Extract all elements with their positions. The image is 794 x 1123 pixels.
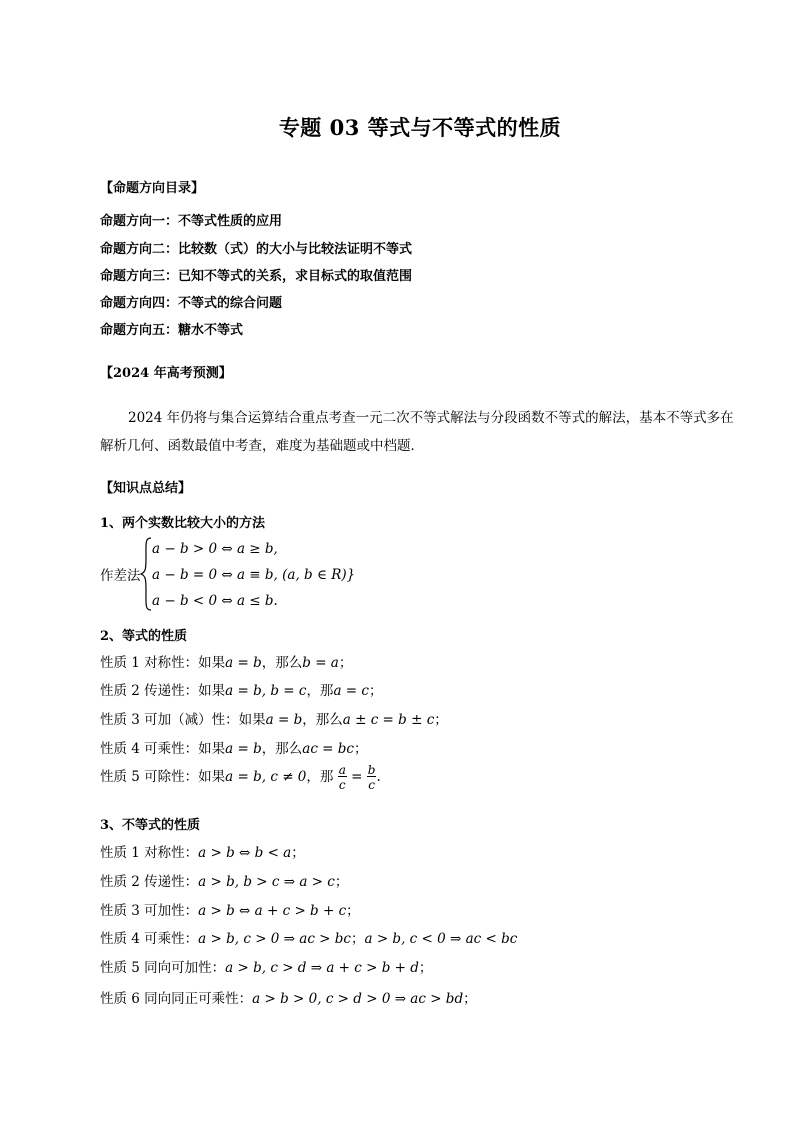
prop-mid: ，那么 xyxy=(302,712,343,728)
prop-end: ； xyxy=(434,712,448,728)
toc-item-5: 命题方向五：糖水不等式 xyxy=(100,323,244,338)
prop-name: 性质 1 对称性：如果 xyxy=(100,655,226,671)
prop-expr: a = b xyxy=(225,655,262,671)
prop-expr2: b = a xyxy=(302,655,339,671)
prop-name: 性质 5 可除性：如果 xyxy=(100,769,226,785)
inequality-prop-2 xyxy=(100,870,348,890)
prop-name: 性质 4 可乘性： xyxy=(100,931,199,947)
fraction-a-over-c xyxy=(338,764,347,791)
inequality-prop-5 xyxy=(100,956,432,976)
prop-name: 性质 5 同向可加性： xyxy=(100,960,226,976)
prop-end: ； xyxy=(368,683,383,699)
prop-expr: a > b, c > 0 ⇒ ac > bc xyxy=(198,931,351,947)
prop-name: 性质 2 传递性： xyxy=(100,874,199,890)
prop-expr2: ac = bc xyxy=(302,741,354,757)
section-2-title: 2、等式的性质 xyxy=(100,629,188,644)
prop-name: 性质 6 同向同正可乘性： xyxy=(100,991,253,1007)
inequality-prop-3 xyxy=(100,899,360,919)
prop-end: ； xyxy=(350,931,365,947)
prop-expr: a > b, b > c ⇒ a > c xyxy=(198,874,335,890)
fraction-denominator: c xyxy=(338,778,346,792)
fraction-numerator: b xyxy=(367,763,376,777)
prop-end: ； xyxy=(338,655,353,671)
prop-name: 性质 2 传递性：如果 xyxy=(100,683,226,699)
prop-expr: a = b xyxy=(225,741,262,757)
toc-item-3: 命题方向三：已知不等式的关系，求目标式的取值范围 xyxy=(100,269,413,284)
prop-end: . xyxy=(376,769,381,785)
prop-end: ； xyxy=(346,903,360,919)
prop-expr: a = b, b = c xyxy=(225,683,307,699)
prop-end: ； xyxy=(291,845,305,861)
prop-end: ； xyxy=(418,960,433,976)
prop-expr: a = b xyxy=(265,712,303,728)
prop-mid: ，那 xyxy=(306,683,334,699)
inequality-prop-4 xyxy=(100,927,517,947)
toc-item-2: 命题方向二：比较数（式）的大小与比较法证明不等式 xyxy=(100,242,413,257)
toc-item-1: 命题方向一：不等式性质的应用 xyxy=(100,214,283,229)
compare-line-greater: a − b > 0 ⇔ a ≥ b, xyxy=(152,541,278,557)
page-title: 专题 03 等式与不等式的性质 xyxy=(278,115,562,140)
prop-mid: ，那 xyxy=(306,769,334,785)
fraction-denominator: c xyxy=(368,778,375,792)
prop-end: ； xyxy=(334,874,349,890)
prop-name: 性质 1 对称性： xyxy=(100,845,199,861)
equality-prop-2 xyxy=(100,679,382,699)
forecast-header: 【2024 年高考预测】 xyxy=(100,366,232,381)
forecast-line-2: 解析几何、函数最值中考查，难度为基础题或中档题． xyxy=(100,438,424,454)
compare-line-equal: a − b = 0 ⇔ a ≡ b, (a, b ∈ R)} xyxy=(152,567,356,583)
prop-name: 性质 4 可乘性：如果 xyxy=(100,741,226,757)
prop-end: ； xyxy=(353,741,368,757)
prop-expr2: a > b, c < 0 ⇒ ac < bc xyxy=(364,931,518,947)
prop-expr2: a ± c = b ± c xyxy=(342,712,435,728)
equals-sign: = xyxy=(351,769,363,785)
prop-expr: a = b, c ≠ 0 xyxy=(225,769,307,785)
prop-expr: a > b, c > d ⇒ a + c > b + d xyxy=(225,960,419,976)
prop-expr: a > b ⇔ a + c > b + c xyxy=(198,903,347,919)
section-1-title: 1、两个实数比较大小的方法 xyxy=(100,516,266,531)
prop-name: 性质 3 可加（减）性：如果 xyxy=(100,712,266,728)
fraction-b-over-c xyxy=(367,764,377,791)
prop-end: ； xyxy=(463,991,477,1007)
prop-name: 性质 3 可加性： xyxy=(100,903,199,919)
difference-method-label: 作差法 xyxy=(100,568,141,584)
fraction-numerator: a xyxy=(338,763,346,777)
forecast-line-1: 2024 年仍将与集合运算结合重点考查一元二次不等式解法与分段函数不等式的解法，基本不等式多在 xyxy=(128,410,734,426)
equality-prop-5 xyxy=(100,764,381,791)
prop-mid: ，那么 xyxy=(261,655,303,671)
equality-prop-4 xyxy=(100,737,367,757)
prop-mid: ，那么 xyxy=(261,741,303,757)
compare-line-less: a − b < 0 ⇔ a ≤ b. xyxy=(152,593,278,609)
section-3-title: 3、不等式的性质 xyxy=(100,818,201,833)
toc-item-4: 命题方向四：不等式的综合问题 xyxy=(100,296,283,311)
inequality-prop-6 xyxy=(100,987,477,1007)
toc-header: 【命题方向目录】 xyxy=(100,181,205,196)
prop-expr: a > b ⇔ b < a xyxy=(198,845,292,861)
left-brace-icon xyxy=(140,536,152,612)
summary-header: 【知识点总结】 xyxy=(100,481,192,496)
inequality-prop-1 xyxy=(100,841,305,861)
equality-prop-1 xyxy=(100,651,352,671)
prop-expr: a > b > 0, c > d > 0 ⇒ ac > bd xyxy=(252,991,464,1007)
prop-expr2: a = c xyxy=(333,683,369,699)
equality-prop-3 xyxy=(100,708,448,728)
